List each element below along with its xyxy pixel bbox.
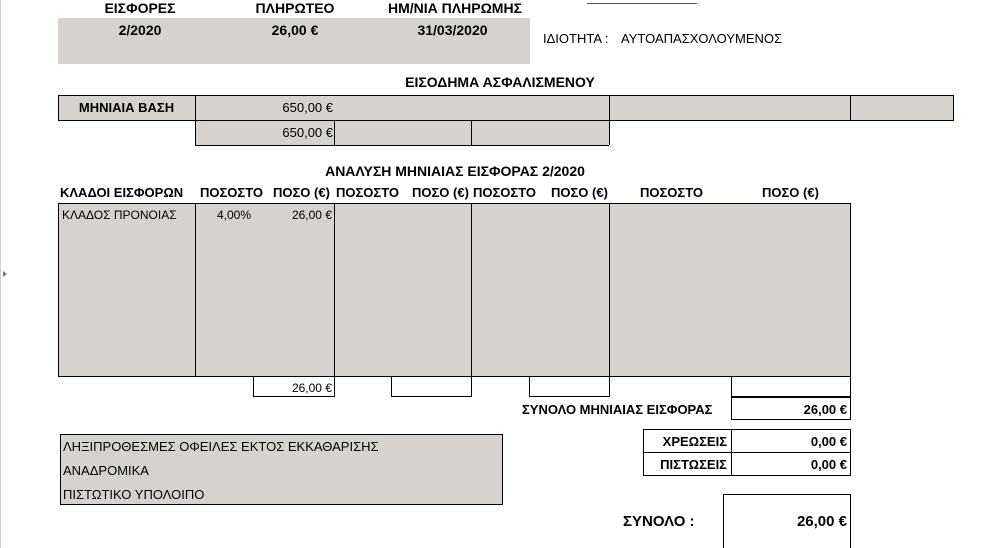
amt3-header: ΠΟΣΟ (€) bbox=[551, 185, 608, 200]
monthly-base-value-2: 650,00 € bbox=[282, 125, 333, 140]
credits-value: 0,00 € bbox=[810, 457, 847, 472]
left-margin-line bbox=[0, 0, 1, 548]
debits-value: 0,00 € bbox=[810, 434, 847, 449]
amt1-header: ΠΟΣΟ (€) bbox=[273, 185, 330, 200]
pct3-header: ΠΟΣΟΣΤΟ bbox=[473, 185, 537, 200]
notes-line-2: ΑΝΑΔΡΟΜΙΚΑ bbox=[63, 463, 149, 478]
branch-pct: 4,00% bbox=[216, 208, 251, 222]
contributions-header: ΕΙΣΦΟΡΕΣ bbox=[104, 0, 176, 16]
contributions-value: 2/2020 bbox=[118, 22, 162, 38]
analysis-table-body bbox=[58, 203, 851, 376]
payable-header: ΠΛΗΡΩΤΕΟ bbox=[255, 0, 335, 16]
grand-total-label: ΣΥΝΟΛΟ : bbox=[623, 513, 695, 530]
grand-total-value: 26,00 € bbox=[796, 513, 847, 530]
branches-header: ΚΛΑΔΟΙ ΕΙΣΦΟΡΩΝ bbox=[60, 185, 184, 200]
income-title: ΕΙΣΟΔΗΜΑ ΑΣΦΑΛΙΣΜΕΝΟΥ bbox=[405, 74, 595, 90]
col-total-box-3 bbox=[529, 376, 610, 397]
pct2-header: ΠΟΣΟΣΤΟ bbox=[336, 185, 400, 200]
credits-label: ΠΙΣΤΩΣΕΙΣ bbox=[660, 457, 727, 472]
pct4-header: ΠΟΣΟΣΤΟ bbox=[640, 185, 704, 200]
cut-off-text bbox=[587, 0, 707, 6]
payable-value: 26,00 € bbox=[271, 22, 319, 38]
amt4-header: ΠΟΣΟ (€) bbox=[762, 185, 819, 200]
payment-date-value: 31/03/2020 bbox=[417, 22, 488, 38]
col-total-box-2 bbox=[391, 376, 472, 397]
monthly-total-label: ΣΥΝΟΛΟ ΜΗΝΙΑΙΑΣ ΕΙΣΦΟΡΑΣ bbox=[522, 402, 713, 417]
branch-name: ΚΛΑΔΟΣ ΠΡΟΝΟΙΑΣ bbox=[62, 208, 177, 222]
col-total-box-4 bbox=[731, 376, 851, 397]
capacity-label: ΙΔΙΟΤΗΤΑ : bbox=[543, 31, 609, 46]
notes-line-3: ΠΙΣΤΩΤΙΚΟ ΥΠΟΛΟΙΠΟ bbox=[63, 487, 205, 502]
col-total-value: 26,00 € bbox=[291, 381, 332, 395]
amt2-header: ΠΟΣΟ (€) bbox=[412, 185, 469, 200]
monthly-base-value-1: 650,00 € bbox=[282, 100, 333, 115]
payment-date-header: ΗΜ/ΝΙΑ ΠΛΗΡΩΜΗΣ bbox=[388, 0, 522, 16]
notes-line-1: ΛΗΞΙΠΡΟΘΕΣΜΕΣ ΟΦΕΙΛΕΣ ΕΚΤΟΣ ΕΚΚΑΘΑΡΙΣΗΣ bbox=[63, 439, 379, 454]
capacity-value: ΑΥΤΟΑΠΑΣΧΟΛΟΥΜΕΝΟΣ bbox=[621, 31, 783, 46]
analysis-title: ΑΝΑΛΥΣΗ ΜΗΝΙΑΙΑΣ ΕΙΣΦΟΡΑΣ 2/2020 bbox=[325, 163, 585, 179]
branch-amt: 26,00 € bbox=[291, 208, 332, 222]
pct1-header: ΠΟΣΟΣΤΟ bbox=[200, 185, 264, 200]
debits-label: ΧΡΕΩΣΕΙΣ bbox=[662, 434, 727, 449]
expand-arrow-icon[interactable] bbox=[3, 271, 7, 277]
monthly-base-label: ΜΗΝΙΑΙΑ ΒΑΣΗ bbox=[78, 100, 175, 115]
monthly-total-value: 26,00 € bbox=[803, 402, 847, 417]
